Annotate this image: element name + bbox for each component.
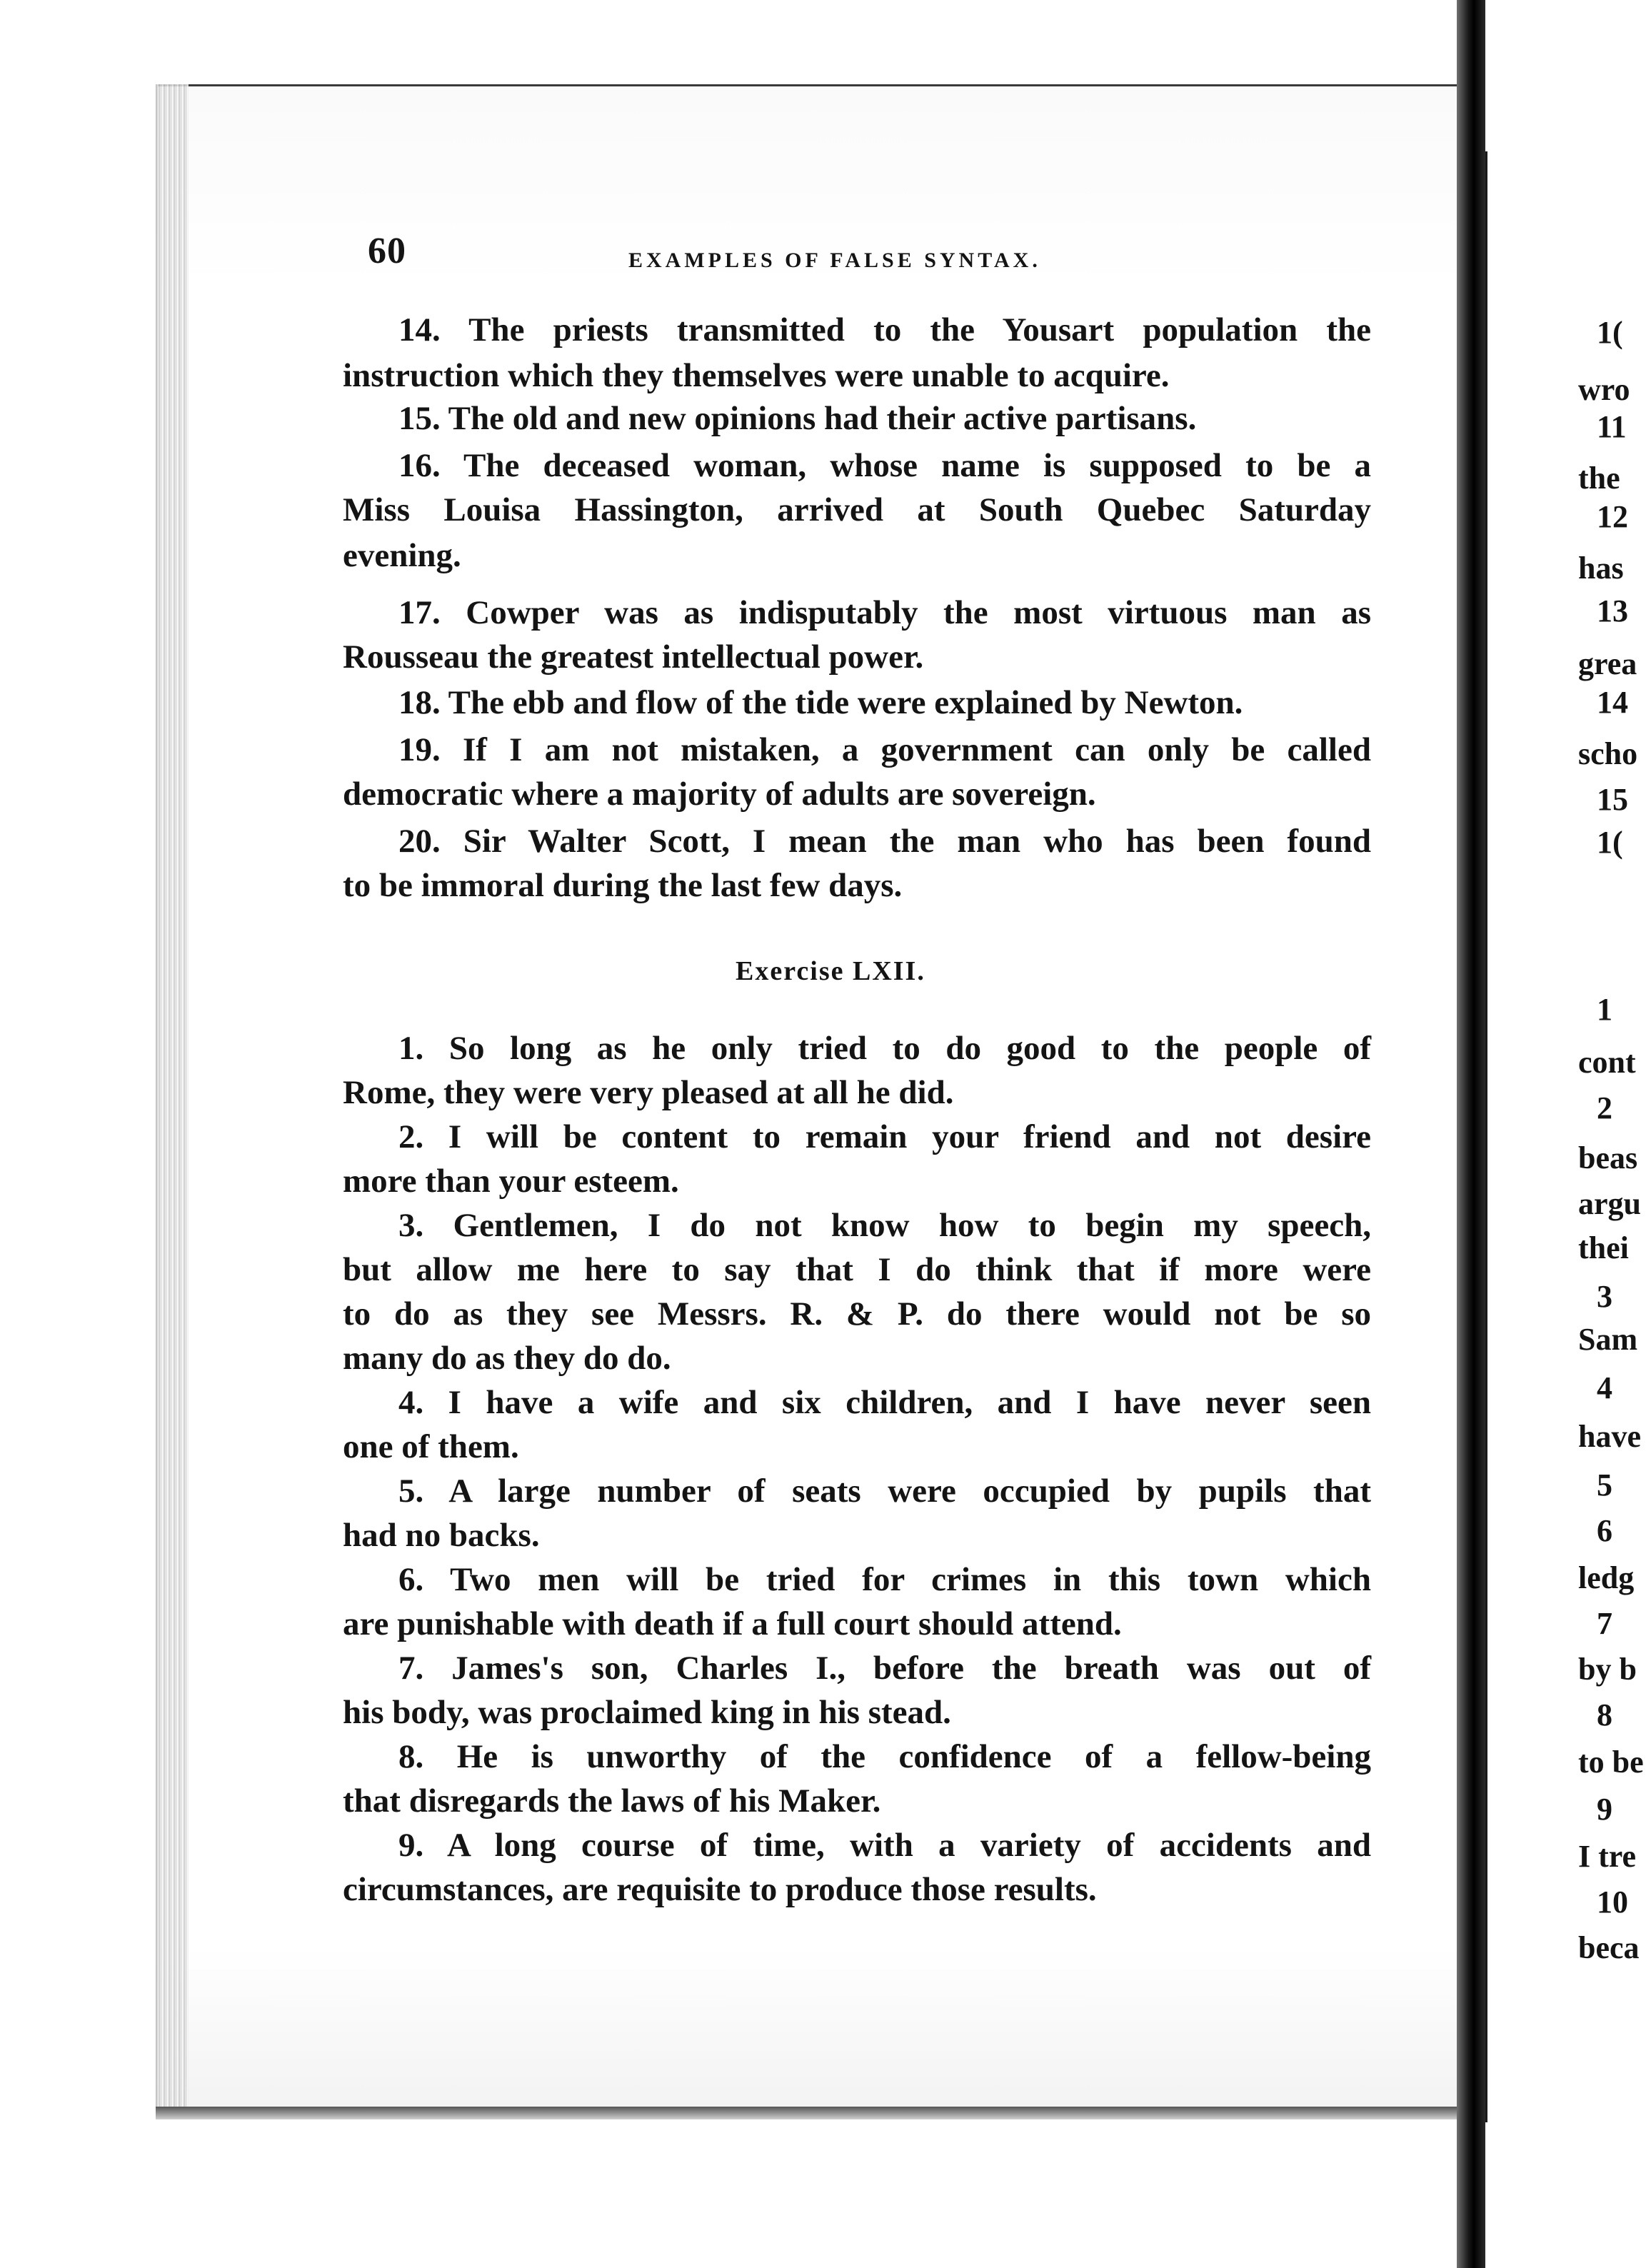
page-number: 60: [368, 231, 406, 271]
right-page-fragment: grea: [1578, 646, 1637, 681]
text-line: 16. The deceased woman, whose name is supposed to be a: [398, 447, 1371, 484]
text-line: 20. Sir Walter Scott, I mean the man who has been found: [398, 823, 1371, 860]
right-page-fragment: to be: [1578, 1745, 1644, 1780]
text-line: 18. The ebb and flow of the tide were explained by Newton.: [398, 684, 1243, 721]
right-page-fragment: 5: [1597, 1467, 1612, 1502]
right-page-fragment: 2: [1597, 1090, 1612, 1125]
text-line: many do as they do do.: [343, 1340, 671, 1377]
right-page-fragment: 1(: [1597, 825, 1623, 860]
right-page-fragment: have: [1578, 1419, 1641, 1454]
page-fore-edge: [156, 84, 189, 2114]
right-page-fragment: beas: [1578, 1140, 1638, 1175]
text-line: 7. James's son, Charles I., before the breath was out of: [398, 1650, 1371, 1687]
text-line: but allow me here to say that I do think that if more were: [343, 1251, 1371, 1288]
text-line: one of them.: [343, 1428, 519, 1465]
right-page-fragment: 3: [1597, 1279, 1612, 1314]
text-line: are punishable with death if a full court should attend.: [343, 1605, 1122, 1642]
text-line: had no backs.: [343, 1517, 540, 1554]
text-line: 3. Gentlemen, I do not know how to begin my speech,: [398, 1207, 1371, 1244]
text-line: 5. A large number of seats were occupied by pupils that: [398, 1472, 1371, 1510]
text-line: to do as they see Messrs. R. & P. do there would not be so: [343, 1295, 1371, 1333]
right-page-fragment: 14: [1597, 685, 1628, 720]
text-line: 14. The priests transmitted to the Yousart population the: [398, 311, 1371, 348]
right-page-fragment: 13: [1597, 593, 1628, 628]
text-line: 1. So long as he only tried to do good to the people of: [398, 1030, 1371, 1067]
text-line: 15. The old and new opinions had their active partisans.: [398, 400, 1197, 437]
text-line: instruction which they themselves were unable to acquire.: [343, 357, 1170, 394]
text-line: his body, was proclaimed king in his stead.: [343, 1694, 951, 1731]
right-page-fragment: argu: [1578, 1186, 1641, 1221]
right-page-fragment: 15: [1597, 782, 1628, 817]
text-line: Rome, they were very pleased at all he did.: [343, 1074, 954, 1111]
text-line: 2. I will be content to remain your friend and not desire: [398, 1118, 1371, 1155]
right-page-fragment: 8: [1597, 1697, 1612, 1732]
right-page-fragment: 9: [1597, 1792, 1612, 1827]
text-line: 6. Two men will be tried for crimes in this town which: [398, 1561, 1371, 1598]
right-page-fragment: beca: [1578, 1930, 1640, 1965]
right-page-fragment: 4: [1597, 1370, 1612, 1405]
text-line: evening.: [343, 537, 461, 574]
text-line: Miss Louisa Hassington, arrived at South Quebec Saturday: [343, 491, 1371, 528]
right-page-fragment: 10: [1597, 1885, 1628, 1920]
right-page-fragment: thei: [1578, 1230, 1629, 1265]
right-page-fragment: 1(: [1597, 315, 1623, 350]
text-line: that disregards the laws of his Maker.: [343, 1782, 881, 1820]
right-page-fragment: 6: [1597, 1513, 1612, 1548]
exercise-heading: Exercise LXII.: [736, 956, 925, 986]
right-page-fragment: ledg: [1578, 1560, 1635, 1595]
text-line: circumstances, are requisite to produce those results.: [343, 1871, 1097, 1908]
running-head: EXAMPLES OF FALSE SYNTAX.: [628, 249, 1041, 272]
text-line: 19. If I am not mistaken, a government can only be called: [398, 731, 1371, 768]
right-page-fragment: 12: [1597, 499, 1628, 534]
book-binding-gutter: [1457, 0, 1485, 2268]
right-page-fragment: 1: [1597, 992, 1612, 1027]
text-line: 4. I have a wife and six children, and I have never seen: [398, 1384, 1371, 1421]
page-bottom-shadow: [156, 2107, 1462, 2119]
right-page-fragment: the: [1578, 461, 1620, 496]
right-page-text-fragments: [1571, 0, 1651, 2268]
text-line: 9. A long course of time, with a variety of accidents and: [398, 1827, 1371, 1864]
right-page-fragment: I tre: [1578, 1839, 1637, 1874]
text-line: democratic where a majority of adults are sovereign.: [343, 776, 1096, 813]
right-page-fragment: 11: [1597, 409, 1627, 444]
right-page-fragment: 7: [1597, 1606, 1612, 1641]
text-line: to be immoral during the last few days.: [343, 867, 903, 904]
right-page-fragment: has: [1578, 551, 1624, 586]
text-line: 8. He is unworthy of the confidence of a fellow-being: [398, 1738, 1371, 1775]
right-page-fragment: Sam: [1578, 1322, 1638, 1357]
right-page-fragment: cont: [1578, 1045, 1636, 1080]
text-line: more than your esteem.: [343, 1163, 679, 1200]
right-page-fragment: scho: [1578, 736, 1638, 771]
right-page-fragment: wro: [1578, 372, 1630, 407]
right-page-fragment: by b: [1578, 1652, 1637, 1687]
text-line: Rousseau the greatest intellectual power.: [343, 638, 924, 676]
text-line: 17. Cowper was as indisputably the most virtuous man as: [398, 594, 1371, 631]
